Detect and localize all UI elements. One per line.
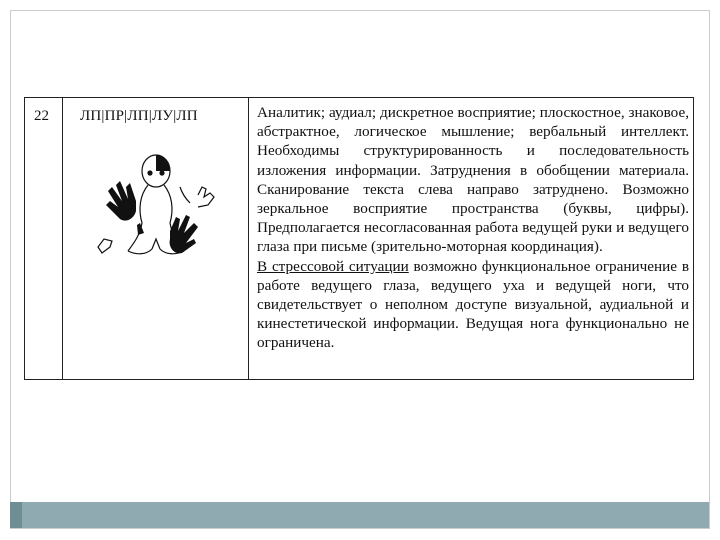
table-border-right: [693, 98, 694, 379]
table-border-left: [24, 98, 25, 379]
profile-description: [257, 103, 689, 353]
stress-situation-text: возможно функциональное ограничение в работе ведущего глаза, ведущего уха и ведущей ноги, что свидетельствует о неполном доступе визуальной, аудиальной и кинестетической информации. Ведущая нога функционально не ограничена.: [257, 257, 690, 352]
footer-bar: [11, 502, 709, 528]
table-divider-1: [62, 98, 63, 379]
description-paragraph-1: Аналитик; аудиал; дискретное восприятие; плоскостное, знаковое, абстрактное, логическое мышление; вербальный интеллект. Необходимы структурированность и последовательность изложения информации. Затруднения в обобщении материала. Сканирование текста слева направо затруднено. Возможно зеркальное восприятие пространства (буквы, цифры). Предполагается несогласованная работа ведущей руки и ведущего глаза при письме (зрительно-моторная координация).: [257, 104, 689, 256]
profile-table: [24, 97, 694, 380]
footer-bar-accent: [10, 502, 22, 528]
description-paragraph-2: [257, 257, 689, 353]
stress-situation-label: В стрессовой ситуации: [257, 257, 409, 275]
brain-profile-figure-icon: [90, 143, 220, 273]
profile-code: ЛП|ПР|ЛП|ЛУ|ЛП: [80, 108, 198, 124]
table-divider-2: [248, 98, 249, 379]
row-number: 22: [34, 108, 49, 124]
